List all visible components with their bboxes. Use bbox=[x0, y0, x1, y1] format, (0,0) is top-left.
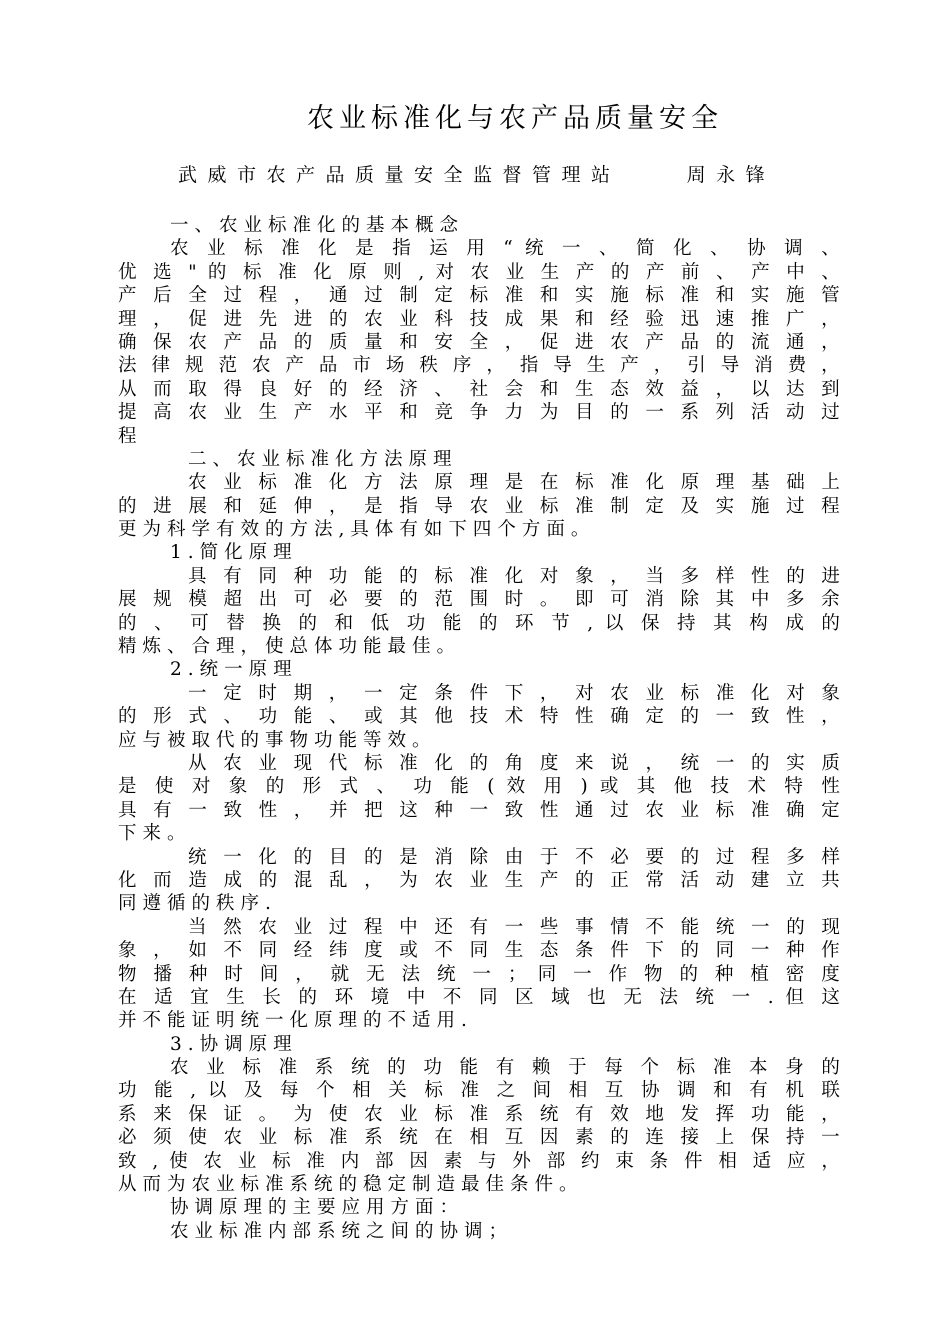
paragraph-line: 是 使 对 象 的 形 式 、 功 能 ( 效 用 ) 或 其 他 技 术 特 性 bbox=[118, 776, 840, 798]
paragraph-line: 化 而 造 成 的 混 乱 ， 为 农 业 生 产 的 正 常 活 动 建 立 共 bbox=[118, 869, 840, 891]
paragraph-line: 3.协调原理 bbox=[170, 1033, 298, 1055]
paragraph-line: 协调原理的主要应用方面： bbox=[170, 1197, 465, 1219]
paragraph-line: 从 农 业 现 代 标 准 化 的 角 度 来 说 ， 统 一 的 实 质 bbox=[188, 752, 840, 774]
paragraph-line: 农业标准内部系统之间的协调； bbox=[170, 1220, 514, 1242]
paragraph-line: 功 能 , 以 及 每 个 相 关 标 准 之 间 相 互 协 调 和 有 机 联 bbox=[118, 1080, 840, 1102]
paragraph-line: 2.统一原理 bbox=[170, 659, 298, 681]
document-title: 农业标准化与农产品质量安全 bbox=[307, 103, 723, 134]
document-author: 武威市农产品质量安全监督管理站 周永锋 bbox=[178, 164, 776, 186]
paragraph-line: 确 保 农 产 品 的 质 量 和 安 全 ， 促 进 农 产 品 的 流 通 ， bbox=[118, 331, 840, 353]
paragraph-line: 1.简化原理 bbox=[170, 542, 298, 564]
paragraph-line: 产 后 全 过 程 ， 通 过 制 定 标 准 和 实 施 标 准 和 实 施 管 bbox=[118, 285, 840, 307]
paragraph-line: 从而为农业标准系统的稳定制造最佳条件。 bbox=[118, 1174, 584, 1196]
paragraph-line: 理 ， 促 进 先 进 的 农 业 科 技 成 果 和 经 验 迅 速 推 广 ， bbox=[118, 308, 840, 330]
paragraph-line: 当 然 农 业 过 程 中 还 有 一 些 事 情 不 能 统 一 的 现 bbox=[188, 916, 840, 938]
paragraph-line: 同遵循的秩序. bbox=[118, 893, 277, 915]
paragraph-line: 一、农业标准化的基本概念 bbox=[170, 215, 465, 236]
paragraph-line: 具 有 一 致 性 ， 并 把 这 种 一 致 性 通 过 农 业 标 准 确 定 bbox=[118, 799, 840, 821]
paragraph-line: 象 ， 如 不 同 经 纬 度 或 不 同 生 态 条 件 下 的 同 一 种 作 bbox=[118, 940, 840, 962]
paragraph-line: 的 形 式 、 功 能 、 或 其 他 技 术 特 性 确 定 的 一 致 性 ， bbox=[118, 706, 840, 728]
paragraph-line: 农 业 标 准 化 方 法 原 理 是 在 标 准 化 原 理 基 础 上 bbox=[188, 472, 840, 494]
paragraph-line: 统 一 化 的 目 的 是 消 除 由 于 不 必 要 的 过 程 多 样 bbox=[188, 846, 840, 868]
paragraph-line: 农 业 标 准 系 统 的 功 能 有 赖 于 每 个 标 准 本 身 的 bbox=[170, 1057, 840, 1079]
paragraph-line: 二、农业标准化方法原理 bbox=[188, 448, 458, 470]
paragraph-line: 必 须 使 农 业 标 准 系 统 在 相 互 因 素 的 连 接 上 保 持 一 bbox=[118, 1127, 840, 1149]
paragraph-line: 的 进 展 和 延 伸 ， 是 指 导 农 业 标 准 制 定 及 实 施 过 程 bbox=[118, 495, 840, 517]
paragraph-line: 的 、 可 替 换 的 和 低 功 能 的 环 节 , 以 保 持 其 构 成 的 bbox=[118, 612, 840, 634]
paragraph-line: 一 定 时 期 ， 一 定 条 件 下 ， 对 农 业 标 准 化 对 象 bbox=[188, 682, 840, 704]
paragraph-line: 农 业 标 准 化 是 指 运 用 “ 统 一 、 简 化 、 协 调 、 bbox=[170, 238, 840, 260]
paragraph-line: 更为科学有效的方法,具体有如下四个方面。 bbox=[118, 519, 596, 541]
paragraph-line: 并不能证明统一化原理的不适用. bbox=[118, 1010, 473, 1032]
paragraph-line: 从 而 取 得 良 好 的 经 济 、 社 会 和 生 态 效 益 ， 以 达 到 bbox=[118, 378, 840, 400]
paragraph-line: 优 选 " 的 标 准 化 原 则 , 对 农 业 生 产 的 产 前 、 产 中 、 bbox=[118, 261, 840, 283]
paragraph-line: 法 律 规 范 农 产 品 市 场 秩 序 ， 指 导 生 产 ， 引 导 消 费 ， bbox=[118, 355, 840, 377]
paragraph-line: 下来。 bbox=[118, 823, 192, 845]
paragraph-line: 程 bbox=[118, 425, 143, 447]
paragraph-line: 致 , 使 农 业 标 准 内 部 因 素 与 外 部 约 束 条 件 相 适 应 ， bbox=[118, 1150, 840, 1172]
paragraph-line: 具 有 同 种 功 能 的 标 准 化 对 象 ， 当 多 样 性 的 进 bbox=[188, 565, 840, 587]
paragraph-line: 应与被取代的事物功能等效。 bbox=[118, 729, 437, 751]
paragraph-line: 系 来 保 证 。 为 使 农 业 标 准 系 统 有 效 地 发 挥 功 能 ， bbox=[118, 1103, 840, 1125]
document-body bbox=[118, 214, 840, 1243]
paragraph-line: 物 播 种 时 间 ， 就 无 法 统 一 ； 同 一 作 物 的 种 植 密 度 bbox=[118, 963, 840, 985]
paragraph-line: 展 规 模 超 出 可 必 要 的 范 围 时 。 即 可 消 除 其 中 多 余 bbox=[118, 589, 840, 611]
paragraph-line: 提 高 农 业 生 产 水 平 和 竞 争 力 为 目 的 一 系 列 活 动 过 bbox=[118, 402, 840, 424]
paragraph-line: 在 适 宜 生 长 的 环 境 中 不 同 区 域 也 无 法 统 一 . 但 这 bbox=[118, 986, 840, 1008]
paragraph-line: 精炼、合理，使总体功能最佳。 bbox=[118, 636, 462, 658]
